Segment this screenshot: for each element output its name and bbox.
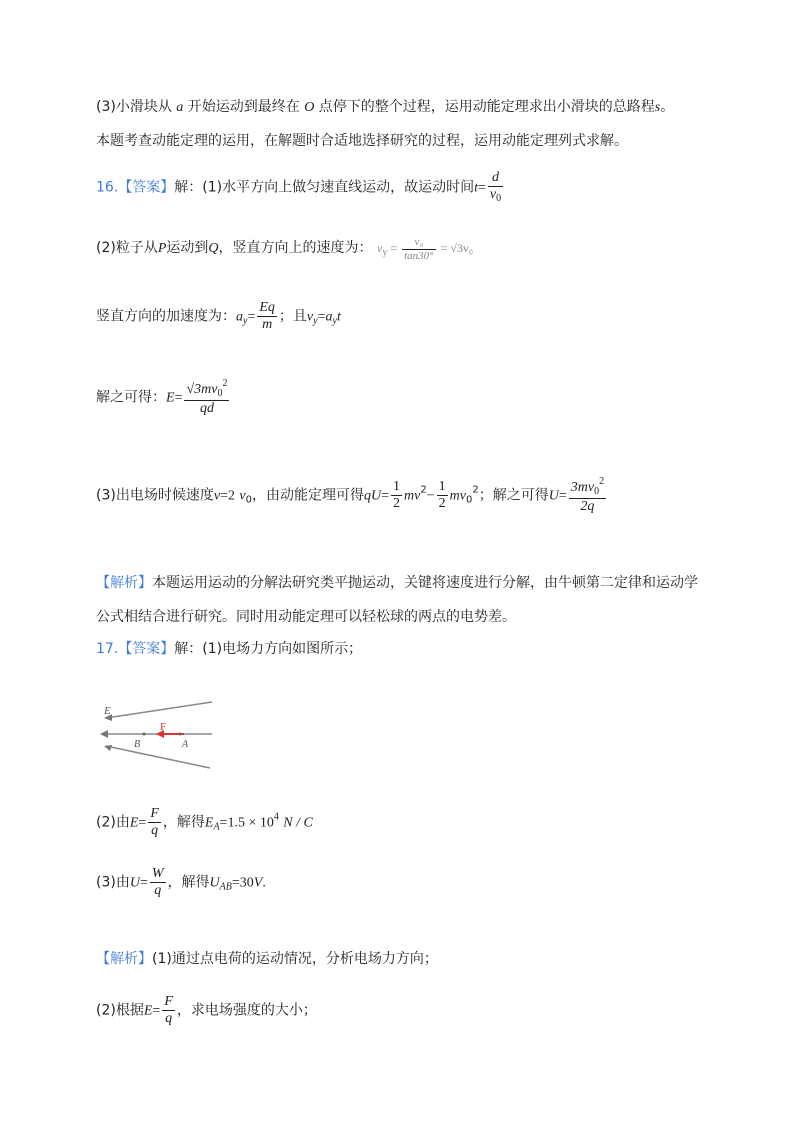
q17-line1: 17.【答案】解：(1)电场力方向如图所示； <box>96 641 363 657</box>
q16-line5: (3)出电场时候速度v=2 $v_0$，由动能定理可得qU= $\frac{1}{2}$ $mv^2-$ $\frac{1}{2}$ $mv_0^2$；解之可得U= $\frac{3mv_0^2}{2q}$ <box>96 476 605 514</box>
label-E: E <box>104 705 111 717</box>
q17-line3: (3)由U= $\frac{W}{q}$ ，解得$U_{AB}=30V$. <box>96 866 266 899</box>
label-F: F <box>160 721 167 733</box>
field-line-figure <box>96 694 220 776</box>
field-line-top <box>106 702 212 718</box>
q17-line2: (2)由E= $\frac{F}{q}$ ，解得$E_A=1.5 \times 10^4$ N / C <box>96 806 313 839</box>
label-B: B <box>134 739 141 750</box>
field-line-bottom <box>106 746 210 768</box>
q16-line2: (2)粒子从P运动到Q，竖直方向上的速度为： $v_y$ = $\frac{\text{v₀}}{\tan 30^\circ}$ = √3v₀ <box>96 236 474 262</box>
q17-analysis2: (2)根据E= $\frac{F}{q}$ ，求电场强度的大小； <box>96 994 317 1027</box>
q15-summary: 本题考查动能定理的运用，在解题时合适地选择研究的过程，运用动能定理列式求解。 <box>96 133 628 149</box>
arrow-head-middle <box>100 730 108 738</box>
q16-line1: 16.【答案】解：(1)水平方向上做匀速直线运动，故运动时间t= $\frac{d}{v_0}$ <box>96 170 502 205</box>
q16-line3: 竖直方向的加速度为：$a_y=$ $\frac{Eq}{m}$ ；且$v_y=a_yt$ <box>96 300 341 333</box>
label-A: A <box>182 739 189 750</box>
q16-line4: 解之可得：E= $\frac{√3mv_0^2}{qd}$ <box>96 378 228 416</box>
q16-analysis2: 公式相结合进行研究。同时用动能定理可以轻松球的两点的电势差。 <box>96 609 516 625</box>
q17-analysis1: 【解析】(1)通过点电荷的运动情况，分析电场力方向； <box>96 951 438 967</box>
q16-analysis1: 【解析】本题运用运动的分解法研究类平抛运动，关键将速度进行分解，由牛顿第二定律和运动学 <box>96 575 698 591</box>
arrow-head-bottom <box>104 745 112 751</box>
prev-q3-line: (3)小滑块从 a 开始运动到最终在 O 点停下的整个过程，运用动能定理求出小滑块的总路程s。 <box>96 99 675 115</box>
